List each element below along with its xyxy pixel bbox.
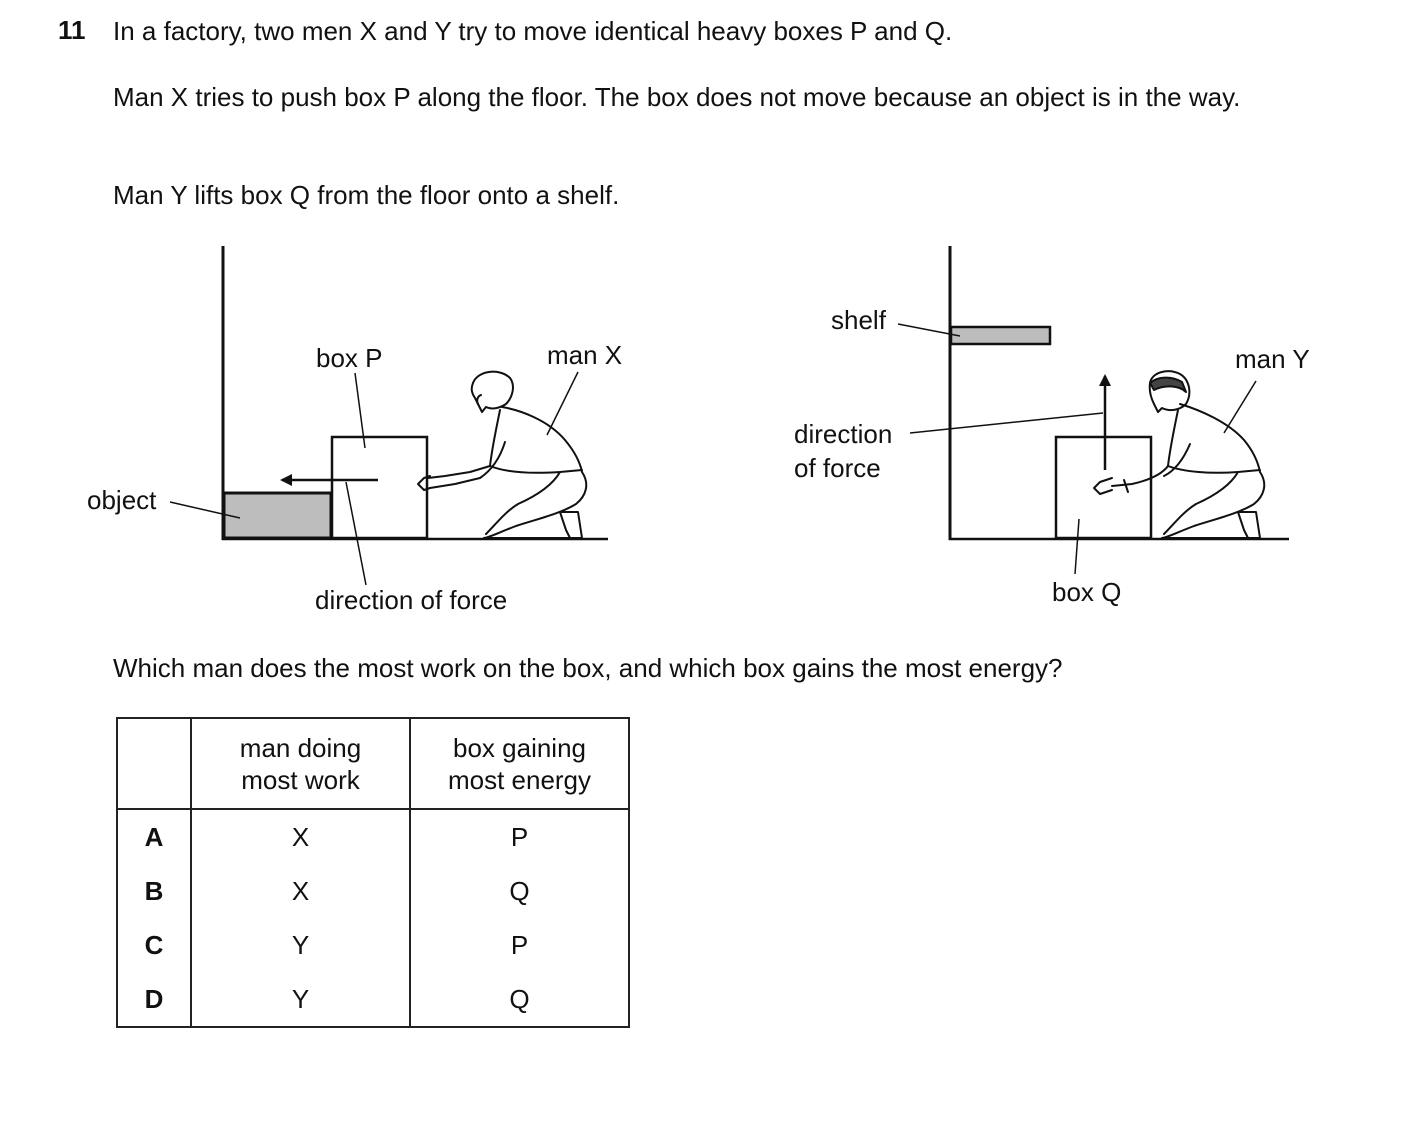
leader-force-right — [910, 413, 1103, 433]
shelf — [951, 327, 1050, 344]
question-number: 11 — [58, 15, 86, 45]
option-letter[interactable]: D — [117, 972, 191, 1027]
header-col2-line2: most energy — [447, 764, 592, 795]
label-box-p: box P — [316, 343, 383, 373]
option-box: P — [410, 918, 629, 972]
label-direction-line2: of force — [794, 453, 881, 483]
box-q — [1056, 437, 1151, 538]
header-col2-line1: box gaining — [453, 732, 586, 763]
option-man: Y — [191, 918, 410, 972]
object-block — [224, 493, 331, 538]
header-blank-cell — [117, 718, 191, 809]
paragraph-man-x: Man X tries to push box P along the floor. The box does not move because an object is in the way. — [113, 82, 1241, 112]
question-prompt: Which man does the most work on the box, and which box gains the most energy? — [113, 653, 1063, 683]
option-man: X — [191, 864, 410, 918]
label-man-y: man Y — [1235, 344, 1310, 374]
option-letter[interactable]: C — [117, 918, 191, 972]
option-man: X — [191, 809, 410, 864]
label-box-q: box Q — [1052, 577, 1122, 607]
table-row[interactable] — [117, 972, 629, 1027]
paragraph-man-y: Man Y lifts box Q from the floor onto a shelf. — [113, 180, 620, 210]
option-man: Y — [191, 972, 410, 1027]
header-man-doing-most-work — [191, 718, 410, 809]
leader-man-y — [1224, 381, 1256, 433]
leader-man-x — [547, 372, 578, 435]
table-row[interactable] — [117, 809, 629, 864]
header-col1-line2: most work — [241, 764, 360, 795]
label-man-x: man X — [547, 340, 623, 370]
option-box: Q — [410, 864, 629, 918]
header-col1-line1: man doing — [239, 732, 362, 763]
table-row[interactable] — [117, 918, 629, 972]
table-header-row — [117, 718, 629, 809]
option-box: P — [410, 809, 629, 864]
table-row[interactable] — [117, 864, 629, 918]
question-intro: In a factory, two men X and Y try to move identical heavy boxes P and Q. — [113, 16, 953, 46]
option-letter[interactable]: A — [117, 809, 191, 864]
figure-right-man-y — [794, 246, 1310, 607]
label-direction-of-force-left: direction of force — [315, 585, 508, 615]
label-shelf: shelf — [831, 305, 886, 335]
label-direction-line1: direction — [794, 419, 893, 449]
option-box: Q — [410, 972, 629, 1027]
man-x-figure — [418, 372, 586, 538]
box-p — [332, 437, 427, 538]
label-object: object — [87, 485, 157, 515]
option-letter[interactable]: B — [117, 864, 191, 918]
answer-table — [116, 717, 630, 1028]
header-box-gaining-most-energy — [410, 718, 629, 809]
figure-left-man-x — [87, 246, 622, 615]
